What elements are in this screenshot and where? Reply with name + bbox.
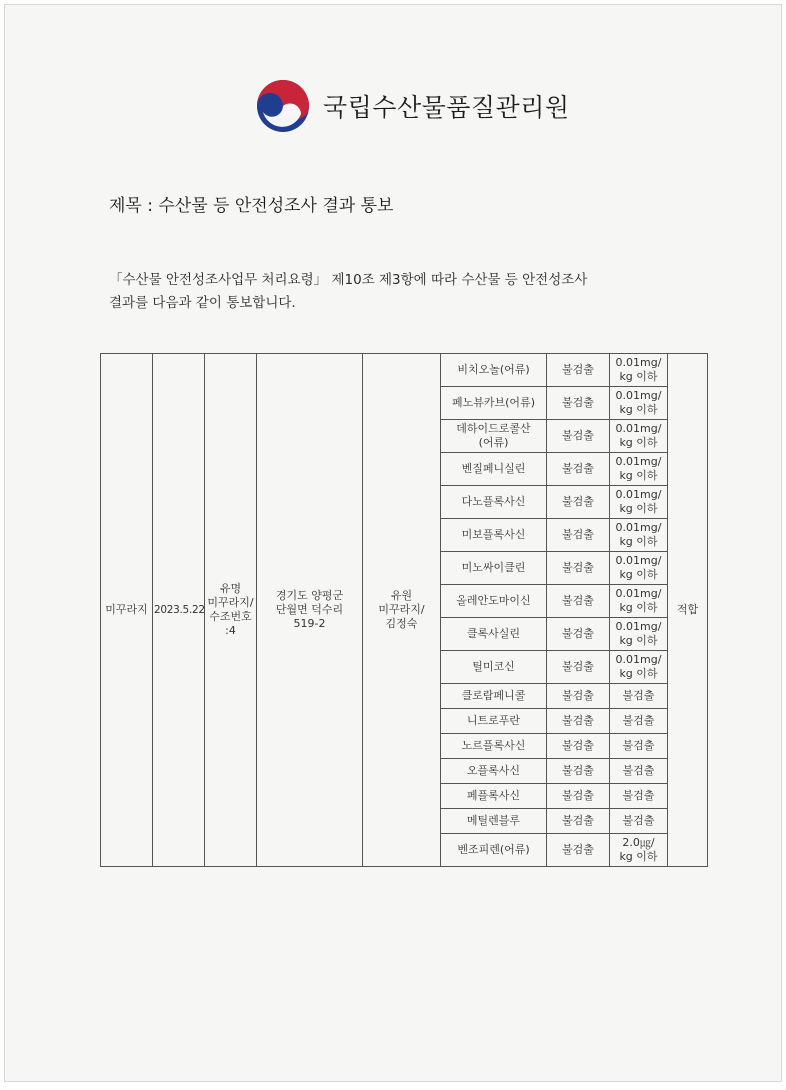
document-page [4,4,782,1082]
test-item-cell: 미보플록사신 [441,519,547,552]
test-standard-cell: 불검출 [610,809,668,834]
test-result-cell: 불검출 [547,486,610,519]
test-result-cell: 불검출 [547,618,610,651]
government-emblem-icon [255,78,311,134]
test-item-cell: 벤조피렌(어류) [441,834,547,867]
test-result-cell: 불검출 [547,519,610,552]
org-name: 국립수산물품질관리원 [323,93,570,122]
test-item-cell: 페노뷰카브(어류) [441,387,547,420]
body-line-1: 「수산물 안전성조사업무 처리요령」 제10조 제3항에 따라 수산물 등 안전성조사 [109,272,588,288]
sample-type-cell: 유명 미꾸라지/ 수조번호 :4 [205,354,257,867]
test-standard-cell: 불검출 [610,734,668,759]
header [255,78,570,134]
test-standard-cell: 0.01mg/ kg 이하 [610,519,668,552]
test-standard-cell: 0.01mg/ kg 이하 [610,420,668,453]
test-standard-cell: 0.01mg/ kg 이하 [610,453,668,486]
test-item-cell: 노르플록사신 [441,734,547,759]
test-result-cell: 불검출 [547,709,610,734]
final-judgement-cell: 적합 [668,354,708,867]
test-item-cell: 페플록사신 [441,784,547,809]
test-standard-cell: 2.0㎍/ kg 이하 [610,834,668,867]
body-line-2: 결과를 다음과 같이 통보합니다. [109,295,296,311]
test-standard-cell: 0.01mg/ kg 이하 [610,651,668,684]
test-standard-cell: 불검출 [610,784,668,809]
test-standard-cell: 0.01mg/ kg 이하 [610,552,668,585]
test-item-cell: 오플록사신 [441,759,547,784]
test-item-cell: 미노싸이클린 [441,552,547,585]
test-standard-cell: 0.01mg/ kg 이하 [610,585,668,618]
test-standard-cell: 0.01mg/ kg 이하 [610,486,668,519]
test-item-cell: 클록사실린 [441,618,547,651]
test-standard-cell: 0.01mg/ kg 이하 [610,387,668,420]
test-result-cell: 불검출 [547,585,610,618]
document-title: 제목 : 수산물 등 안전성조사 결과 통보 [109,196,394,216]
test-standard-cell: 불검출 [610,709,668,734]
test-standard-cell: 불검출 [610,759,668,784]
test-result-cell: 불검출 [547,354,610,387]
test-result-cell: 불검출 [547,759,610,784]
test-result-cell: 불검출 [547,809,610,834]
table-row [101,354,708,387]
results-table [100,353,708,867]
sample-name-cell: 미꾸라지 [101,354,153,867]
sample-address-cell: 경기도 양평군 단월면 덕수리 519-2 [257,354,363,867]
test-item-cell: 메틸렌블루 [441,809,547,834]
test-result-cell: 불검출 [547,834,610,867]
test-item-cell: 클로람페니콜 [441,684,547,709]
test-result-cell: 불검출 [547,420,610,453]
test-item-cell: 비치오놀(어류) [441,354,547,387]
test-item-cell: 틸미코신 [441,651,547,684]
test-standard-cell: 0.01mg/ kg 이하 [610,618,668,651]
test-result-cell: 불검출 [547,784,610,809]
document-body [109,269,689,315]
test-result-cell: 불검출 [547,453,610,486]
test-item-cell: 올레안도마이신 [441,585,547,618]
test-item-cell: 데하이드로콜산 (어류) [441,420,547,453]
test-standard-cell: 불검출 [610,684,668,709]
test-item-cell: 니트로푸란 [441,709,547,734]
sample-org-cell: 유원 미꾸라지/ 김정숙 [363,354,441,867]
test-item-cell: 다노플록사신 [441,486,547,519]
test-result-cell: 불검출 [547,387,610,420]
test-standard-cell: 0.01mg/ kg 이하 [610,354,668,387]
sample-date-cell: 2023.5.22 [153,354,205,867]
test-result-cell: 불검출 [547,651,610,684]
test-result-cell: 불검출 [547,734,610,759]
test-result-cell: 불검출 [547,552,610,585]
test-result-cell: 불검출 [547,684,610,709]
test-item-cell: 벤질페니실린 [441,453,547,486]
